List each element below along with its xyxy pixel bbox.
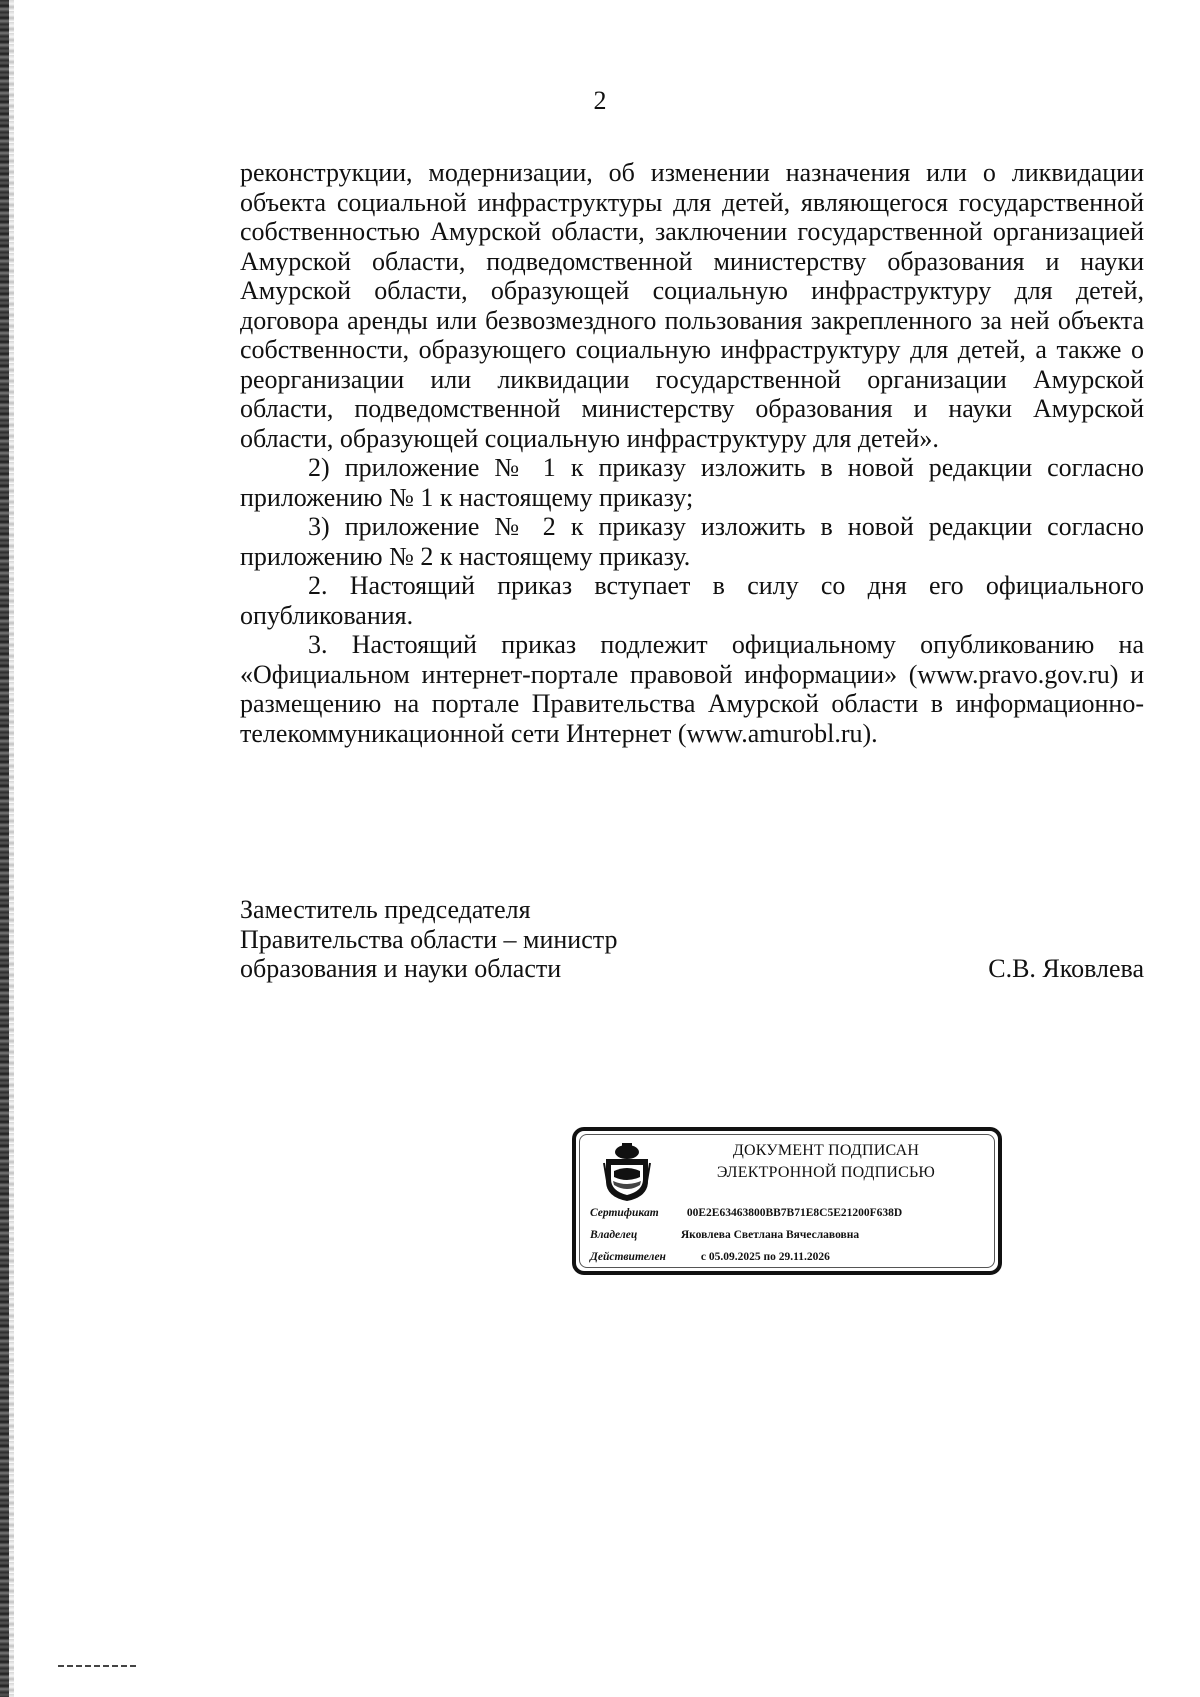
- valid-value: с 05.09.2025 по 29.11.2026: [700, 1251, 830, 1263]
- paragraph-item-2: 2) приложение № 1 к приказу изложить в новой редакции согласно приложению № 1 к настоящему приказу;: [240, 453, 1144, 512]
- coat-of-arms-icon: [602, 1141, 652, 1203]
- signer-position-line-2: Правительства области – министр: [240, 924, 618, 954]
- paragraph-point-3: 3. Настоящий приказ подлежит официальному опубликованию на «Официальном интернет-портале правовой информации» (www.pravo.gov.ru) и размещению на портале Правительства Амурской области в информационно-телекоммуникационной сети Интернет (www.amurobl.ru).: [240, 630, 1144, 748]
- document-body: [240, 158, 1144, 748]
- owner-value: Яковлева Светлана Вячеславовна: [680, 1229, 860, 1241]
- certificate-value: 00E2E63463800BB7B71E8C5E21200F638D: [686, 1207, 903, 1219]
- valid-label: Действителен: [590, 1251, 666, 1263]
- stamp-title-line-2: ЭЛЕКТРОННОЙ ПОДПИСЬЮ: [716, 1164, 936, 1181]
- paragraph-item-3: 3) приложение № 2 к приказу изложить в новой редакции согласно приложению № 2 к настоящему приказу.: [240, 512, 1144, 571]
- scan-edge-shadow: [0, 0, 9, 1697]
- electronic-signature-stamp: [572, 1127, 1002, 1275]
- certificate-label: Сертификат: [590, 1207, 659, 1219]
- owner-label: Владелец: [590, 1229, 638, 1241]
- stamp-owner-row: [590, 1228, 859, 1242]
- scan-edge-noise: [9, 0, 14, 1697]
- signer-name: С.В. Яковлева: [988, 954, 1144, 983]
- paragraph-continuation: реконструкции, модернизации, об изменении назначения или о ликвидации объекта социальной инфраструктуры для детей, являющегося государственной собственностью Амурской области, заключении государственной организацией Амурской области, подведомственной министерству образования и науки Амурской области, образующей социальную инфраструктуру для детей, договора аренды или безвозмездного пользования закрепленного за ней объекта собственности, образующего социальную инфраструктуру для детей, а также о реорганизации или ликвидации государственной организации Амурской области, подведомственной министерству образования и науки Амурской области, образующей социальную инфраструктуру для детей».: [240, 158, 1144, 453]
- signer-position-line-1: Заместитель председателя: [240, 895, 531, 924]
- stamp-certificate-row: [590, 1206, 902, 1220]
- paragraph-point-2: 2. Настоящий приказ вступает в силу со дня его официального опубликования.: [240, 571, 1144, 630]
- stamp-validity-row: [590, 1250, 830, 1264]
- signature-block: [240, 895, 1144, 984]
- scan-artifact: [58, 1665, 138, 1667]
- page-number: 2: [593, 86, 607, 115]
- signer-position-line-3: образования и науки области: [240, 954, 562, 983]
- stamp-title-line-1: ДОКУМЕНТ ПОДПИСАН: [732, 1142, 920, 1159]
